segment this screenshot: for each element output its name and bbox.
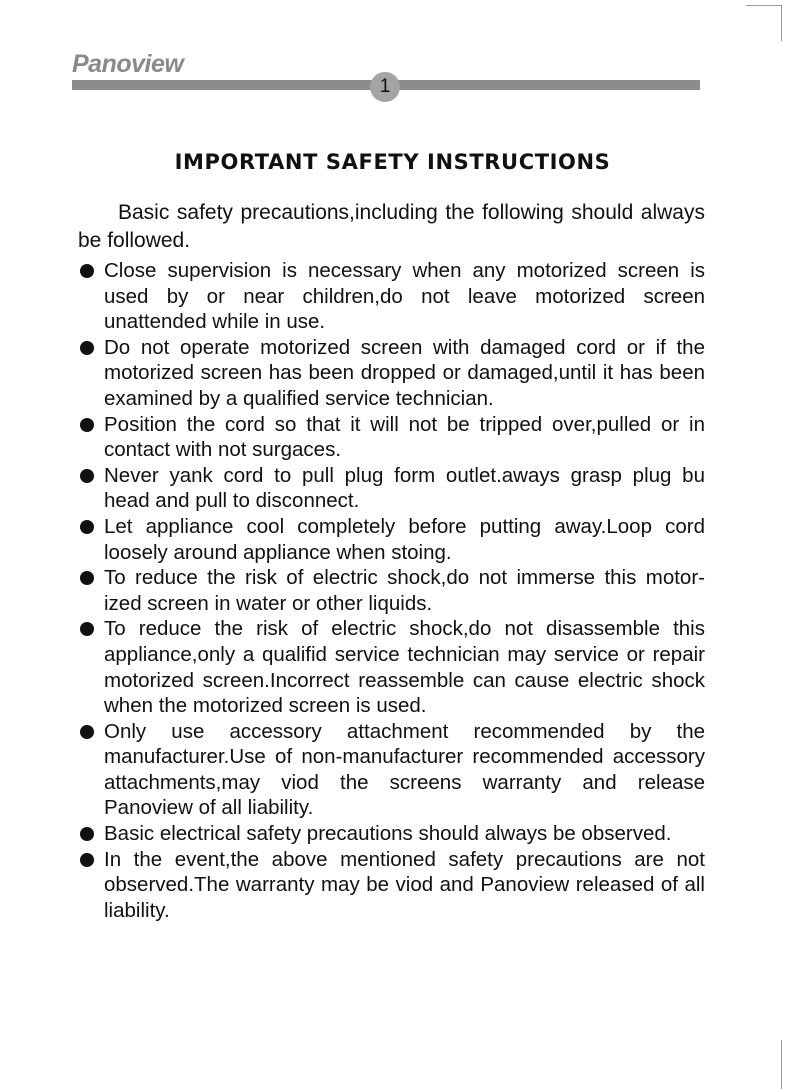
list-item-text: In the event,the above mentioned safety precautions are not observed.The warranty may be viod and Panoview released of all liability. <box>104 847 705 922</box>
list-item <box>78 719 705 821</box>
crop-mark-bottom-vertical <box>781 1040 782 1089</box>
list-item-text: Never yank cord to pull plug form outlet.aways grasp plug bu head and pull to disconnect. <box>104 463 705 513</box>
bullet-icon <box>80 571 94 585</box>
intro-paragraph: Basic safety precautions,including the following should always be followed. <box>78 201 705 252</box>
list-item <box>78 412 705 463</box>
list-item <box>78 514 705 565</box>
list-item <box>78 565 705 616</box>
list-item-text: Basic electrical safety precautions should always be observed. <box>104 822 672 846</box>
list-item-text: Let appliance cool completely before putting away.Loop cord loosely around appliance when stoing. <box>104 514 705 564</box>
bullet-icon <box>80 520 94 534</box>
list-item <box>78 258 705 335</box>
list-item <box>78 847 705 924</box>
brand-logo: Panoview <box>72 50 184 78</box>
list-item-text: Position the cord so that it will not be tripped over,pulled or in contact with not surgaces. <box>104 412 705 462</box>
list-item-text: Close supervision is necessary when any motorized screen is used by or near children,do not leave motorized screen unattended while in use. <box>104 259 705 334</box>
bullet-icon <box>80 827 94 841</box>
safety-instructions-list <box>78 258 705 923</box>
list-item <box>78 463 705 514</box>
bullet-icon <box>80 622 94 636</box>
bullet-icon <box>80 264 94 278</box>
list-item-text: To reduce the risk of electric shock,do not immerse this motor-ized screen in water or other liquids. <box>104 566 705 615</box>
crop-mark-top-horizontal <box>746 5 782 6</box>
list-item-text: Do not operate motorized screen with damaged cord or if the motorized screen has been dropped or damaged,until it has been examined by a qualified service technician. <box>104 335 705 410</box>
page-number-badge: 1 <box>370 72 400 102</box>
bullet-icon <box>80 469 94 483</box>
list-item <box>78 335 705 412</box>
bullet-icon <box>80 341 94 355</box>
crop-mark-top-vertical <box>781 5 782 41</box>
list-item <box>78 616 705 718</box>
page-title: IMPORTANT SAFETY INSTRUCTIONS <box>174 150 611 174</box>
bullet-icon <box>80 725 94 739</box>
bullet-icon <box>80 418 94 432</box>
list-item-text: To reduce the risk of electric shock,do not disassemble this appliance,only a qualifid service technician may service or repair motorized screen.Incorrect reassemble can cause electric shock when the motorized screen is used. <box>104 617 705 718</box>
bullet-icon <box>80 853 94 867</box>
list-item-text: Only use accessory attachment recommended by the manufacturer.Use of non-manufacturer recommended accessory attachments,may viod the screens warranty and release Panoview of all liability. <box>104 719 705 820</box>
list-item <box>78 821 705 847</box>
